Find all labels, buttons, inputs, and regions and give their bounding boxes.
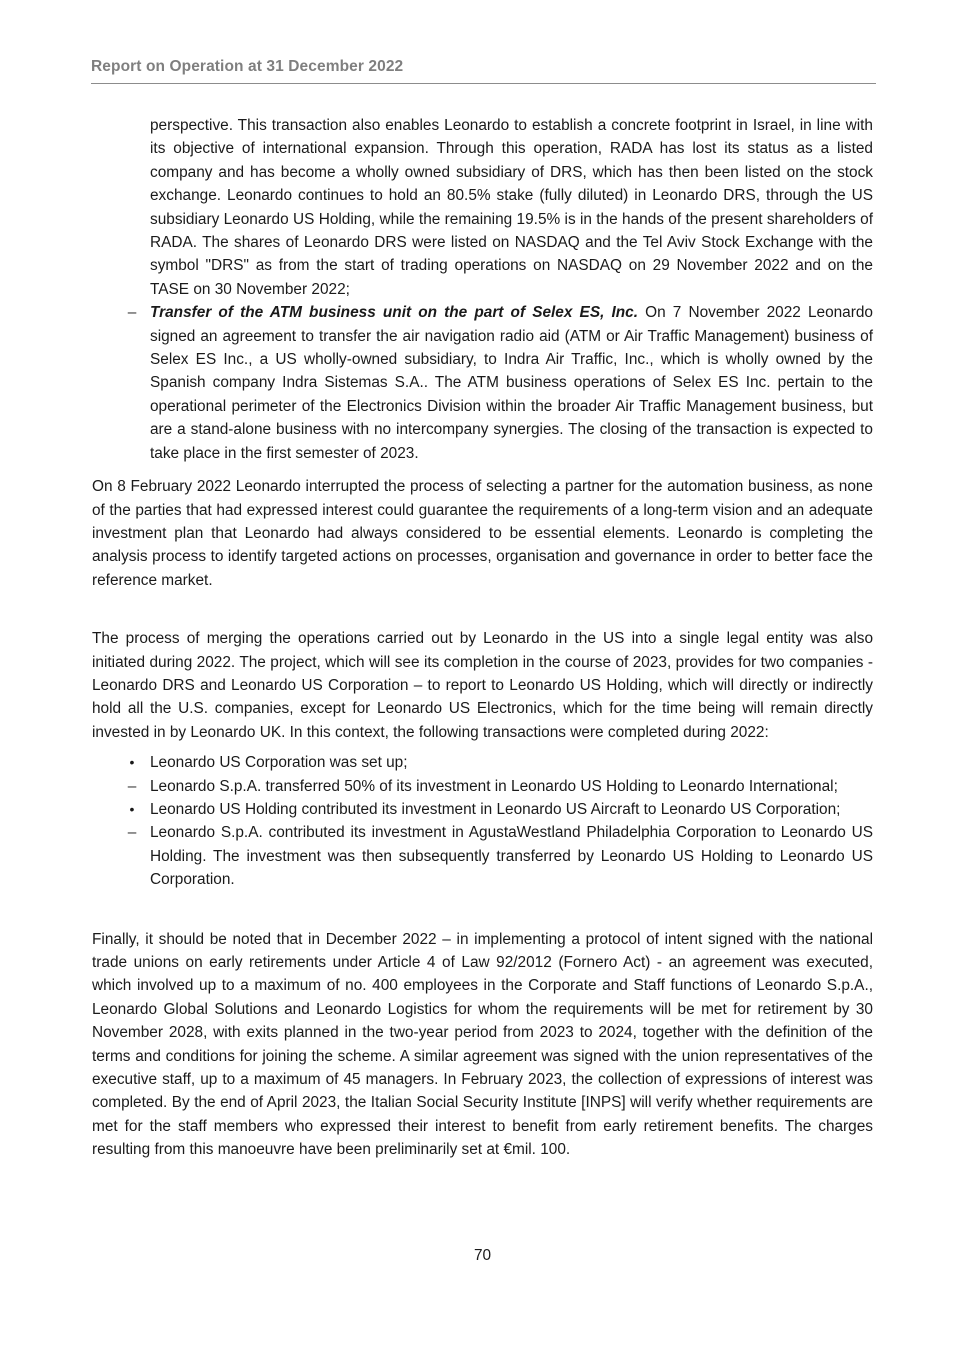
atm-item-title: Transfer of the ATM business unit on the part of Selex ES, Inc. (150, 304, 638, 322)
page-header (91, 58, 876, 84)
dash-marker: – (127, 824, 137, 842)
dash-marker: – (127, 777, 137, 795)
list-item (92, 798, 873, 821)
report-title: Report on Operation at 31 December 2022 (91, 58, 404, 75)
list-item-text: Leonardo S.p.A. transferred 50% of its investment in Leonardo US Holding to Leonardo International; (150, 777, 838, 795)
us-merger-paragraph: The process of merging the operations carried out by Leonardo in the US into a single legal entity was also initiated during 2022. The project, which will see its completion in the course of 2023, provides for two companies - Leonardo DRS and Leonardo US Corporation – to report to Leonardo US Holding, which will directly or indirectly hold all the U.S. companies, except for Leonardo US Electronics, which for the time being will remain directly invested in by Leonardo UK. In this context, the following transactions were completed during 2022: (92, 630, 873, 741)
page-content (92, 114, 873, 1162)
atm-item-text: On 7 November 2022 Leonardo signed an agreement to transfer the air navigation radio aid (ATM or Air Traffic Management) business of Selex ES Inc., a US wholly-owned subsidiary, to Indra Air Traffic, Inc., which is wholly owned by the Spanish company Indra Sistemas S.A.. The ATM business operations of Selex ES Inc. pertain to the operational perimeter of the Electronics Division within the broader Air Traffic Management business, but are a stand-alone business with no intercompany synergies. The closing of the transaction is expected to take place in the first semester of 2023. (150, 304, 873, 462)
list-item (92, 775, 873, 798)
list-item-text: Leonardo S.p.A. contributed its investment in AgustaWestland Philadelphia Corporation to Leonardo US Holding. The investment was then subsequently transferred by Leonardo US Holding to Leonardo US Corporation. (150, 824, 873, 889)
bullet-marker: • (129, 800, 135, 817)
transactions-list (92, 751, 873, 891)
bullet-marker: • (129, 754, 135, 771)
dash-marker: – (127, 304, 137, 322)
list-item (92, 821, 873, 891)
list-item-text: Leonardo US Holding contributed its investment in Leonardo US Aircraft to Leonardo US Corporation; (150, 800, 841, 818)
page-number: 70 (473, 1247, 492, 1264)
list-item-atm-transfer (92, 301, 873, 465)
list-item (92, 751, 873, 774)
automation-paragraph: On 8 February 2022 Leonardo interrupted the process of selecting a partner for the automation business, as none of the parties that had expressed interest could guarantee the requirements of a long-term vision and an adequate investment plan that Leonardo had always considered to be essential elements. Leonardo is completing the analysis process to identify targeted actions on processes, organisation and governance in order to better face the reference market. (92, 478, 873, 589)
continued-paragraph: perspective. This transaction also enables Leonardo to establish a concrete footprint in Israel, in line with its objective of international expansion. Through this operation, RADA has lost its status as a listed company and has become a wholly owned subsidiary of DRS, which has then been listed on the stock exchange. Leonardo continues to hold an 80.5% stake (fully diluted) in Leonardo DRS, through the US subsidiary Leonardo US Holding, while the remaining 19.5% is in the hands of the present shareholders of RADA. The shares of Leonardo DRS were listed on NASDAQ and the Tel Aviv Stock Exchange with the symbol "DRS" as from the start of trading operations on NASDAQ on 29 November 2022 and on the TASE on 30 November 2022; (150, 117, 873, 298)
early-retirement-paragraph: Finally, it should be noted that in December 2022 – in implementing a protocol of intent signed with the national trade unions on early retirements under Article 4 of Law 92/2012 (Fornero Act) - an agreement was executed, which involved up to a maximum of no. 400 employees in the Corporate and Staff functions of Leonardo S.p.A., Leonardo Global Solutions and Leonardo Logistics for whom the requirements will be met for retirement by 30 November 2028, with exits planned in the two-year period from 2023 to 2024, together with the definition of the terms and conditions for joining the scheme. A similar agreement was signed with the union representatives of the executive staff, up to a maximum of 45 managers. In February 2023, the collection of expressions of interest was completed. By the end of April 2023, the Italian Social Security Institute [INPS] will verify whether requirements are met for the staff members who expressed their interest to benefit from early retirement benefits. The charges resulting from this manoeuvre have been preliminarily set at €mil. 100. (92, 930, 873, 1159)
list-item-text: Leonardo US Corporation was set up; (150, 754, 408, 772)
